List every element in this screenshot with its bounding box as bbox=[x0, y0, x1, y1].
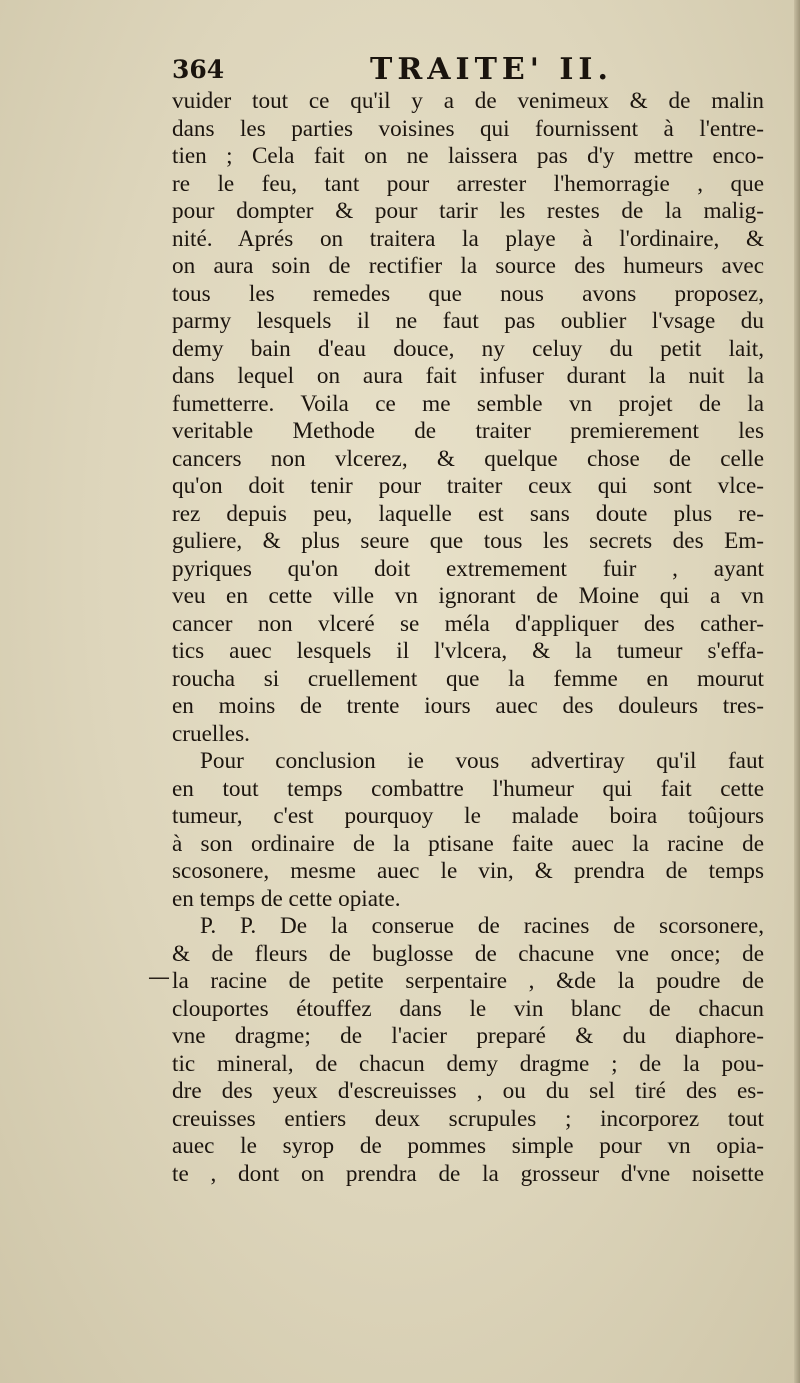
text-line: Pour conclusion ie vous advertiray qu'il faut bbox=[200, 748, 764, 774]
text-line: la racine de petite serpentaire , &de la poudre de bbox=[172, 968, 764, 994]
text-line: fumetterre. Voila ce me semble vn projet de la bbox=[172, 390, 764, 417]
text-line: tous les remedes que nous avons proposez, bbox=[172, 280, 764, 307]
page-edge bbox=[794, 0, 800, 1383]
text-line: en moins de trente iours auec des douleurs tres- bbox=[172, 693, 764, 719]
text-line: à son ordinaire de la ptisane faite auec la racine de bbox=[172, 830, 764, 857]
text-line: en tout temps combattre l'humeur qui fait cette bbox=[172, 775, 764, 802]
text-line: cancers non vlcerez, & quelque chose de celle bbox=[172, 445, 764, 472]
page-header bbox=[172, 50, 767, 90]
text-line: tic mineral, de chacun demy dragme ; de la pou- bbox=[172, 1050, 764, 1077]
text-line: cruelles. bbox=[172, 720, 250, 747]
text-line: pour dompter & pour tarir les restes de la malig- bbox=[172, 198, 764, 224]
text-line: pyriques qu'on doit extremement fuir , ayant bbox=[172, 555, 764, 582]
text-line: dre des yeux d'escreuisses , ou du sel tiré des es- bbox=[172, 1078, 764, 1104]
text-line: guliere, & plus seure que tous les secrets des Em- bbox=[172, 528, 764, 554]
page-number: 364 bbox=[172, 55, 225, 84]
text-line: dans les parties voisines qui fournissent à l'entre- bbox=[172, 115, 764, 142]
text-line: scosonere, mesme auec le vin, & prendra de temps bbox=[172, 858, 764, 884]
text-line: clouportes étouffez dans le vin blanc de chacun bbox=[172, 995, 764, 1022]
text-line: tumeur, c'est pourquoy le malade boira toûjours bbox=[172, 803, 764, 829]
text-line: P. P. De la conserue de racines de scorsonere, bbox=[200, 913, 764, 939]
text-line: tien ; Cela fait on ne laissera pas d'y mettre enco- bbox=[172, 143, 764, 169]
text-line: auec le syrop de pommes simple pour vn opia- bbox=[172, 1133, 764, 1159]
text-line: roucha si cruellement que la femme en mourut bbox=[172, 665, 764, 692]
text-line: rez depuis peu, laquelle est sans doute plus re- bbox=[172, 500, 764, 527]
running-title: TRAITE' II. bbox=[370, 52, 613, 87]
text-line: vne dragme; de l'acier preparé & du diaphore- bbox=[172, 1023, 764, 1049]
text-line: creuisses entiers deux scrupules ; incorporez tout bbox=[172, 1105, 764, 1132]
text-line: parmy lesquels il ne faut pas oublier l'vsage du bbox=[172, 308, 764, 334]
body-text bbox=[172, 88, 764, 1188]
margin-mark: — bbox=[148, 965, 170, 990]
text-line: cancer non vlceré se méla d'appliquer des cather- bbox=[172, 610, 764, 637]
text-line: & de fleurs de buglosse de chacune vne once; de bbox=[172, 940, 764, 967]
text-line: en temps de cette opiate. bbox=[172, 885, 401, 912]
text-line: dans lequel on aura fait infuser durant la nuit la bbox=[172, 363, 764, 389]
text-line: nité. Aprés on traitera la playe à l'ordinaire, & bbox=[172, 225, 764, 252]
text-line: demy bain d'eau douce, ny celuy du petit lait, bbox=[172, 335, 764, 362]
text-line: vuider tout ce qu'il y a de venimeux & de malin bbox=[172, 88, 764, 114]
text-line: on aura soin de rectifier la source des humeurs avec bbox=[172, 253, 764, 279]
text-line: tics auec lesquels il l'vlcera, & la tumeur s'effa- bbox=[172, 638, 764, 664]
text-line: veritable Methode de traiter premierement les bbox=[172, 418, 764, 444]
text-line: re le feu, tant pour arrester l'hemorragie , que bbox=[172, 170, 764, 197]
text-line: veu en cette ville vn ignorant de Moine qui a vn bbox=[172, 583, 764, 609]
text-line: qu'on doit tenir pour traiter ceux qui sont vlce- bbox=[172, 473, 764, 499]
text-line: te , dont on prendra de la grosseur d'vne noisette bbox=[172, 1160, 764, 1187]
